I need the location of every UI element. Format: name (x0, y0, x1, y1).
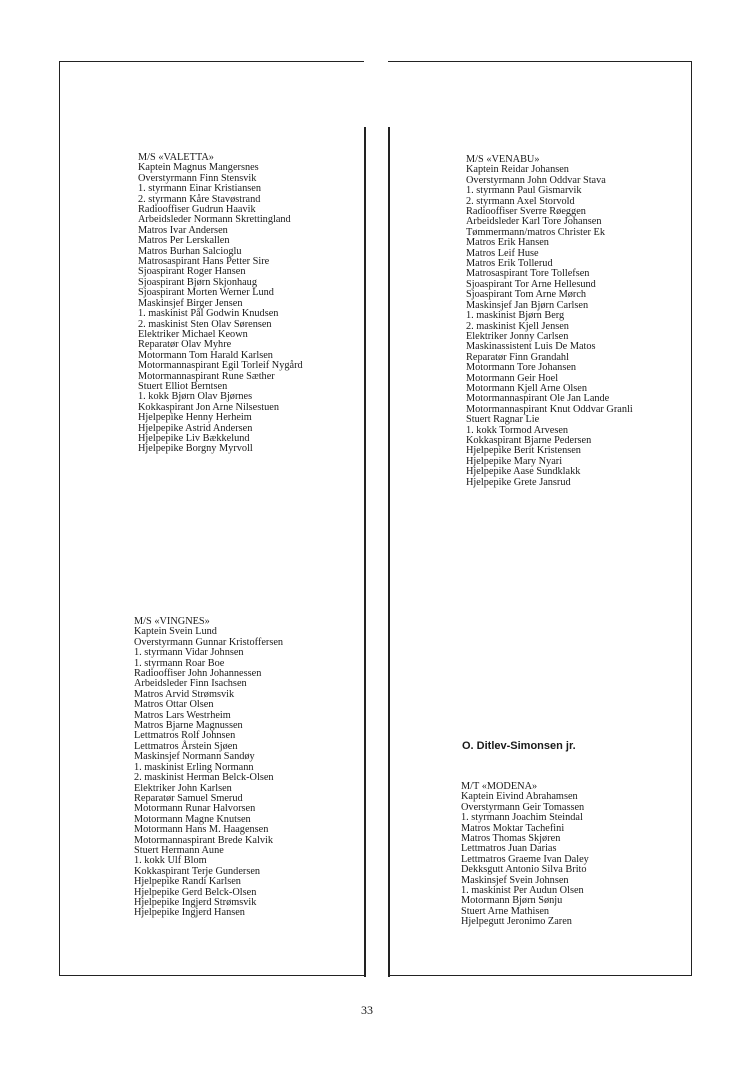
crew-member: Motormannaspirant Ole Jan Lande (466, 393, 610, 405)
crew-member: 1. styrmann Roar Boe (134, 657, 225, 669)
crew-member: Matros Erik Hansen (466, 237, 549, 249)
crew-member: Arbeidsleder Karl Tore Johansen (466, 216, 602, 228)
crew-member: Motormann Runar Halvorsen (134, 803, 256, 815)
crew-member: Lettmatros Juan Darias (461, 843, 557, 855)
ship-name: M/T «MODENA» (461, 781, 538, 792)
crew-member: 1. styrmann Paul Gismarvik (466, 185, 582, 197)
crew-member: Sjoaspirant Tom Arne Mørch (466, 289, 587, 301)
crew-member: 1. styrmann Joachim Steindal (461, 812, 583, 824)
crew-member: 2. maskinist Herman Belck-Olsen (134, 772, 274, 784)
crew-member: Stuert Elliot Berntsen (138, 380, 228, 392)
crew-member: 2. styrmann Kåre Stavøstrand (138, 193, 261, 205)
crew-member: Lettmatros Rolf Johnsen (134, 730, 236, 742)
crew-member: Radiooffiser Sverre Røeggen (466, 206, 586, 218)
crew-member: 1. styrmann Einar Kristiansen (138, 183, 261, 195)
crew-member: Kaptein Eivind Abrahamsen (461, 791, 578, 803)
crew-list-vingnes (134, 617, 283, 919)
crew-member: Hjelpepike Grete Jansrud (466, 476, 571, 488)
crew-member: Maskinassistent Luis De Matos (466, 341, 596, 353)
crew-member: Hjelpepike Henny Herheim (138, 412, 252, 424)
crew-member: 2. maskinist Sten Olav Sørensen (138, 318, 272, 330)
crew-member: Motormannaspirant Brede Kalvik (134, 834, 273, 846)
crew-member: Motormannaspirant Egil Torleif Nygård (138, 360, 303, 372)
crew-member: Hjelpepike Borgny Myrvoll (138, 443, 253, 455)
ship-name: M/S «VINGNES» (134, 616, 210, 627)
crew-member: Hjelpepike Mary Nyari (466, 455, 563, 467)
crew-member: Hjelpepike Ingjerd Strømsvik (134, 896, 257, 908)
crew-member: Overstyrmann Gunnar Kristoffersen (134, 636, 284, 648)
crew-member: 1. kokk Tormod Arvesen (466, 424, 569, 436)
crew-member: Hjelpepike Astrid Andersen (138, 422, 253, 434)
crew-member: Matros Per Lerskallen (138, 235, 230, 247)
crew-list-modena (461, 782, 589, 928)
crew-member: Lettmatros Graeme Ivan Daley (461, 853, 589, 865)
crew-member: Reparatør Finn Grandahl (466, 351, 569, 363)
crew-member: Matros Arvid Strømsvik (134, 688, 235, 700)
crew-member: Maskinsjef Jan Bjørn Carlsen (466, 299, 589, 311)
page-number: 33 (361, 1003, 373, 1017)
crew-list-venabu (466, 155, 633, 488)
crew-member: Hjelpegutt Jeronimo Zaren (461, 916, 572, 928)
company-heading: O. Ditlev-Simonsen jr. (462, 740, 576, 752)
crew-member: Hjelpepike Berit Kristensen (466, 445, 581, 457)
crew-member: Sjoaspirant Roger Hansen (138, 266, 246, 278)
crew-member: 1. maskinist Bjørn Berg (466, 310, 565, 322)
crew-member: Dekksgutt Antonio Silva Brito (461, 864, 587, 876)
crew-member: Elektriker Michael Keown (138, 328, 248, 340)
crew-member: 1. maskinist Pål Godwin Knudsen (138, 308, 279, 320)
crew-member: 2. styrmann Axel Storvold (466, 195, 575, 207)
crew-member: Matros Erik Tollerud (466, 258, 553, 270)
ship-name: M/S «VENABU» (466, 154, 540, 165)
crew-member: Matros Lars Westrheim (134, 709, 231, 721)
crew-member: Matrosaspirant Tore Tollefsen (466, 268, 590, 280)
crew-member: Kokkaspirant Jon Arne Nilsestuen (138, 401, 279, 413)
crew-member: 1. styrmann Vidar Johnsen (134, 647, 244, 659)
crew-member: Kokkaspirant Terje Gundersen (134, 865, 261, 877)
crew-member: 1. maskinist Per Audun Olsen (461, 885, 584, 897)
crew-member: Overstyrmann Finn Stensvik (138, 172, 257, 184)
crew-member: Radiooffiser Gudrun Haavik (138, 204, 256, 216)
crew-member: Elektriker Jonny Carlsen (466, 330, 569, 342)
crew-member: Matros Ottar Olsen (134, 699, 214, 711)
crew-member: Sjoaspirant Tor Arne Hellesund (466, 278, 596, 290)
crew-member: Stuert Ragnar Lie (466, 414, 540, 426)
crew-member: Motormann Bjørn Sønju (461, 895, 563, 907)
crew-member: Motormann Magne Knutsen (134, 813, 251, 825)
ship-name: M/S «VALETTA» (138, 152, 214, 163)
crew-member: Hjelpepike Liv Bækkelund (138, 432, 250, 444)
crew-member: Motormann Hans M. Haagensen (134, 824, 269, 836)
crew-member: Reparatør Olav Myhre (138, 339, 232, 351)
crew-member: Overstyrmann John Oddvar Stava (466, 174, 606, 186)
crew-member: Matros Thomas Skjøren (461, 833, 561, 845)
crew-member: Matros Burhan Salcioglu (138, 245, 242, 257)
crew-member: Maskinsjef Normann Sandøy (134, 751, 255, 763)
crew-member: Sjoaspirant Morten Werner Lund (138, 287, 274, 299)
right-column-divider (388, 127, 390, 977)
crew-member: Stuert Arne Mathisen (461, 905, 550, 917)
crew-member: Motormann Tore Johansen (466, 362, 577, 374)
crew-member: Hjelpepike Aase Sundklakk (466, 466, 581, 478)
crew-member: Elektriker John Karlsen (134, 782, 232, 794)
crew-member: Matros Ivar Andersen (138, 224, 228, 236)
crew-list-valetta (138, 153, 303, 455)
crew-member: Hjelpepike Randi Karlsen (134, 876, 241, 888)
crew-member: Sjoaspirant Bjørn Skjonhaug (138, 276, 257, 288)
crew-member: Motormann Tom Harald Karlsen (138, 349, 273, 361)
crew-member: Hjelpepike Gerd Belck-Olsen (134, 886, 257, 898)
crew-member: Motormannaspirant Knut Oddvar Granli (466, 403, 633, 415)
crew-member: Stuert Hermann Aune (134, 844, 224, 856)
crew-member: Lettmatros Årstein Sjøen (134, 740, 238, 752)
crew-member: Radiooffiser John Johannessen (134, 668, 262, 680)
crew-member: Hjelpepike Ingjerd Hansen (134, 907, 245, 919)
crew-member: Reparatør Samuel Smerud (134, 792, 243, 804)
crew-member: 1. maskinist Erling Normann (134, 761, 254, 773)
crew-member: Arbeidsleder Finn Isachsen (134, 678, 247, 690)
crew-member: Kaptein Svein Lund (134, 626, 217, 638)
crew-member: 1. kokk Ulf Blom (134, 855, 207, 867)
crew-member: Kokkaspirant Bjarne Pedersen (466, 434, 592, 446)
crew-member: Kaptein Reidar Johansen (466, 164, 569, 176)
crew-member: Maskinsjef Svein Johnsen (461, 874, 569, 886)
crew-member: 2. maskinist Kjell Jensen (466, 320, 569, 332)
crew-member: 1. kokk Bjørn Olav Bjørnes (138, 391, 253, 403)
left-column-divider (364, 127, 366, 977)
crew-member: Maskinsjef Birger Jensen (138, 297, 243, 309)
crew-member: Tømmermann/matros Christer Ek (466, 226, 605, 238)
crew-member: Kaptein Magnus Mangersnes (138, 162, 259, 174)
crew-member: Matros Leif Huse (466, 247, 539, 259)
crew-member: Motormannaspirant Rune Sæther (138, 370, 275, 382)
crew-member: Motormann Kjell Arne Olsen (466, 382, 587, 394)
crew-member: Matros Bjarne Magnussen (134, 720, 243, 732)
crew-member: Matrosaspirant Hans Petter Sire (138, 256, 270, 268)
crew-member: Matros Moktar Tachefini (461, 822, 565, 834)
crew-member: Overstyrmann Geir Tomassen (461, 801, 585, 813)
crew-member: Arbeidsleder Normann Skrettingland (138, 214, 291, 226)
crew-member: Motormann Geir Hoel (466, 372, 559, 384)
